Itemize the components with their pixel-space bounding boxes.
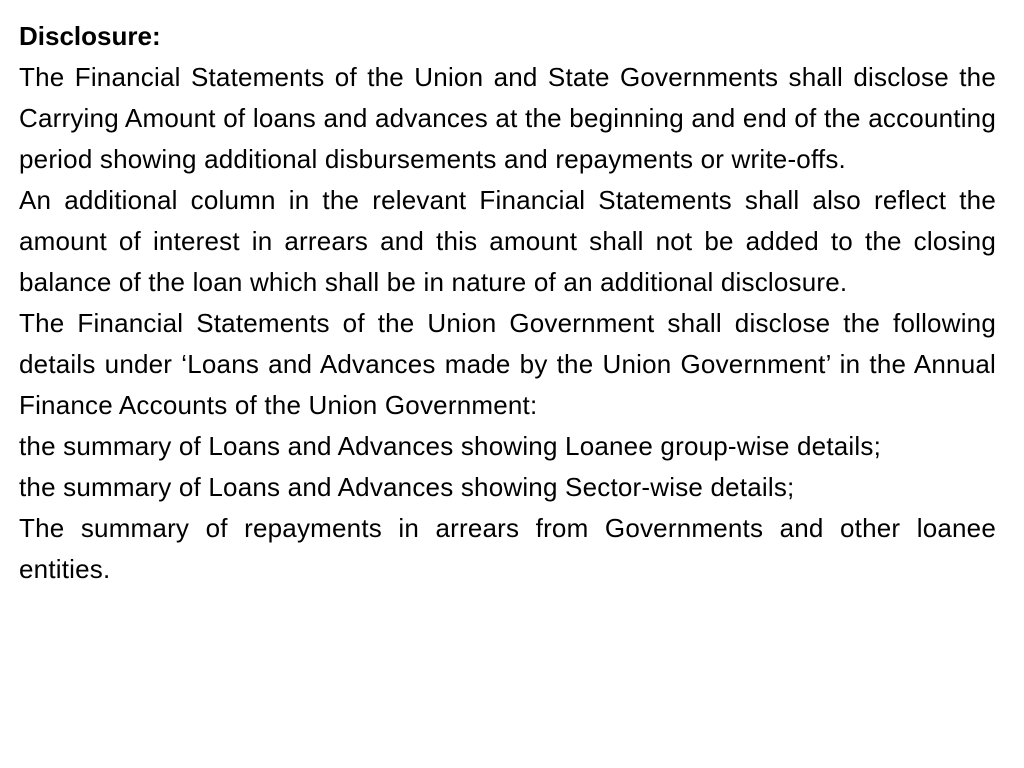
section-heading: Disclosure: <box>19 21 161 51</box>
paragraph-loanee-group-summary: the summary of Loans and Advances showing Loanee group-wise details; <box>19 431 882 461</box>
slide-content <box>19 16 996 760</box>
paragraph-arrears-summary: The summary of repayments in arrears from Governments and other loanee entities. <box>19 513 996 584</box>
paragraph-union-disclosure: The Financial Statements of the Union Government shall disclose the following details under ‘Loans and Advances made by the Union Government’ in the Annual Finance Accounts of the Union Government: <box>19 308 996 420</box>
paragraph-interest-arrears: An additional column in the relevant Financial Statements shall also reflect the amount of interest in arrears and this amount shall not be added to the closing balance of the loan which shall be in nature of an additional disclosure. <box>19 185 996 297</box>
paragraph-carrying-amount: The Financial Statements of the Union and State Governments shall disclose the Carrying Amount of loans and advances at the beginning and end of the accounting period showing additional disbursements and repayments or write-offs. <box>19 62 996 174</box>
paragraph-sector-summary: the summary of Loans and Advances showing Sector-wise details; <box>19 472 795 502</box>
